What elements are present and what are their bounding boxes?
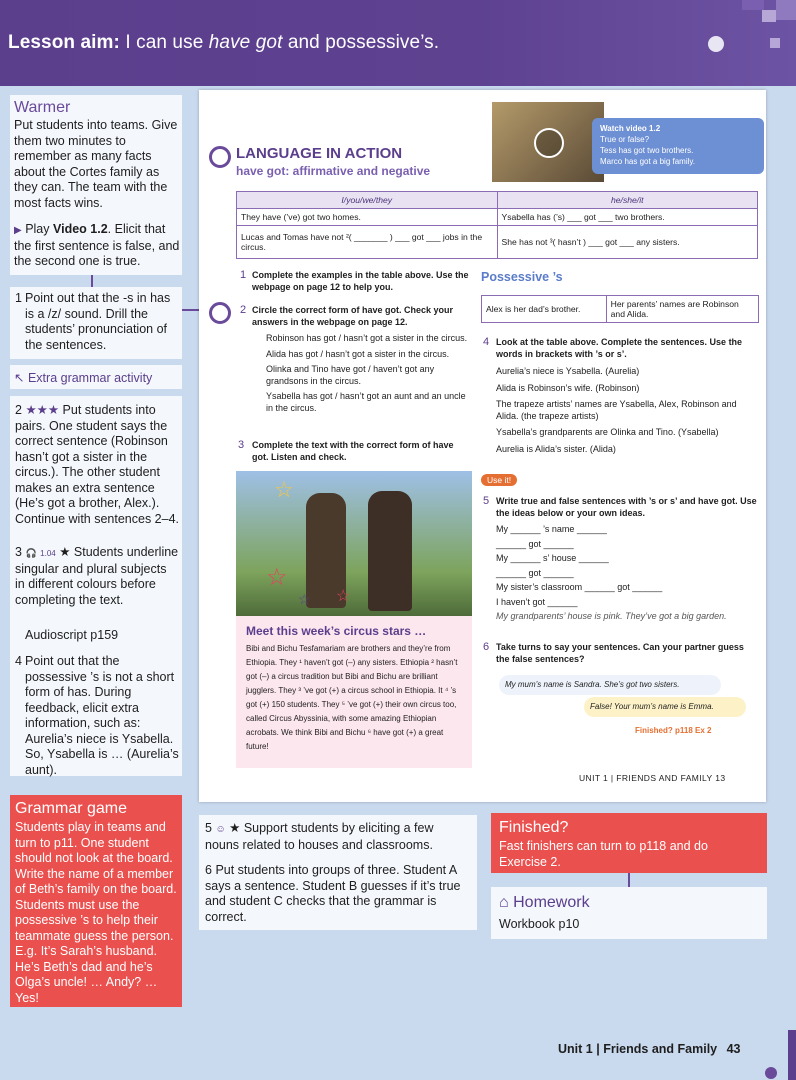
footer-separator: | [596, 1042, 600, 1056]
homework-body: Workbook p10 [499, 917, 580, 931]
possessive-table [481, 295, 759, 323]
homework-heading [499, 894, 590, 912]
exercise-1-text: Complete the examples in the table above. Use the webpage on page 12 to help you. [252, 270, 469, 292]
language-in-action-title: LANGUAGE IN ACTION [236, 145, 403, 162]
note3-number: 3 [15, 545, 22, 559]
circus-article-card [236, 471, 472, 768]
connector-line [628, 873, 630, 887]
aim-italic: have got [208, 32, 283, 53]
list-item: ______ got ______ [496, 538, 574, 549]
footer-bar [788, 1030, 796, 1080]
list-item: My sister’s classroom ______ got ______ [496, 582, 663, 592]
note2 [15, 403, 179, 527]
video-text-end: . Elicit that the first sentence is false, and the second one is true. [14, 222, 180, 268]
exercise-3: 3 Complete the text with the correct form of have got. Listen and check. [238, 439, 454, 462]
page-number: 43 [726, 1042, 741, 1056]
list-item: Alida is Robinson’s wife. (Robinson) [496, 382, 640, 393]
extra-grammar-label: Extra grammar activity [27, 371, 153, 385]
exercise-2: 2 Circle the correct form of have got. Check your answers in the webpage on page 12. [240, 304, 454, 327]
list-item: My grandparents’ house is pink. They’ve got a big garden. [496, 611, 727, 621]
connector-line [91, 275, 93, 287]
bottom-notes-panel [199, 815, 477, 930]
headphones-icon: 🎧 [25, 548, 37, 558]
decor-square [770, 38, 780, 48]
exercise-1: 1 Complete the examples in the table above. Use the webpage on page 12 to help you. [240, 269, 469, 292]
finished-body: Fast finishers can turn to p118 and do Exercise 2. [499, 839, 708, 869]
page-footer [558, 1042, 741, 1056]
audioscript-ref: Audioscript p159 [25, 628, 119, 642]
play-button-icon[interactable] [534, 128, 564, 158]
section-marker-icon [209, 146, 231, 168]
section-marker-icon [209, 302, 231, 324]
video-box-line: True or false? [600, 135, 650, 144]
warmer-panel [10, 95, 182, 275]
group-icon: ☺ [215, 824, 226, 835]
list-item: I haven’t got ______ [496, 596, 578, 607]
exercise-5-text: Write true and false sentences with ’s or s’ and have got. Use the ideas below or your own ideas. [496, 496, 757, 518]
decor-square [742, 0, 764, 10]
list-item: Ysabella’s grandparents are Olinka and Tino. (Ysabella) [496, 427, 719, 437]
star-icon: ☆ [274, 477, 294, 502]
note1-number: 1 [15, 291, 22, 305]
speech-bubble: My mum’s name is Sandra. She’s got two sisters. [499, 675, 721, 695]
lesson-aim [8, 32, 439, 54]
table-cell: Her parents’ names are Robinson and Alida. [606, 296, 758, 323]
star-icon: ☆ [298, 591, 311, 607]
list-item: Aurelia is Alida’s sister. (Alida) [496, 443, 616, 454]
notes-panel [10, 396, 182, 776]
list-item: Aurelia’s niece is Ysabella. (Aurelia) [496, 366, 640, 376]
table-cell: She has not ³( hasn’t ) ___ got ___ any sisters. [497, 226, 758, 259]
exercise-3-text: Complete the text with the correct form of have got. Listen and check. [252, 440, 454, 462]
note6-text: Put students into groups of three. Student A says a sentence. Student B guesses if it’s true and student C checks that the grammar is correct. [205, 863, 461, 924]
speech-bubble: False! Your mum’s name is Emma. [584, 697, 746, 717]
list-item: Olinka and Tino have got / haven’t got any grandsons in the circus. [266, 364, 435, 386]
star-icon: ☆ [266, 564, 288, 591]
extra-grammar-row[interactable] [14, 370, 152, 385]
table-cell: Ysabella has (’s) ___ got ___ two brothers. [497, 209, 758, 226]
video-thumbnail[interactable] [492, 102, 604, 182]
video-text: Play [25, 222, 53, 236]
student-page-footer: UNIT 1 | FRIENDS AND FAMILY 13 [579, 773, 726, 783]
note6 [205, 863, 471, 925]
footer-unit: Unit 1 [558, 1042, 593, 1056]
exercise-6: 6 Take turns to say your sentences. Can your partner guess the false sentences? [483, 641, 744, 664]
note2-number: 2 [15, 403, 22, 417]
note6-number: 6 [205, 863, 212, 877]
extra-grammar-panel [10, 365, 182, 389]
table-cell: They have (’ve) got two homes. [237, 209, 498, 226]
exercise-2-list [266, 333, 472, 414]
exercise-5-lines [496, 524, 758, 623]
possessive-title: Possessive ’s [481, 270, 563, 284]
grammar-game-title: Grammar game [15, 800, 128, 817]
aim-prefix: Lesson aim: [8, 32, 120, 53]
exercise-2-text: Circle the correct form of have got. Check your answers in the webpage on page 12. [252, 305, 454, 327]
house-icon: ⌂ [499, 894, 509, 911]
note5-text: ★ Support students by eliciting a few nouns related to houses and classrooms. [205, 821, 434, 852]
video-bold: Video 1.2 [52, 222, 108, 236]
note3-text: ★ Students underline singular and plural subjects in different colours before completing the text. [15, 545, 179, 607]
exercise-4-text: Look at the table above. Complete the sentences. Use the words in brackets with ’s or s’. [496, 337, 743, 359]
table-cell: Alex is her dad’s brother. [482, 296, 607, 323]
note4-text: Point out that the possessive ’s is not a short form of has. During feedback, elicit extra information, such as: Aurelia’s niece is Ysabella. So, Ysabella is … (Aurelia’s aunt). [25, 654, 179, 777]
exercise-4-list [496, 366, 758, 455]
grammar-game-body: Students play in teams and turn to p11. One student should not look at the board. Write the name of a member of Beth’s family on the board. Students must use the possessive ’s to help their teammate guess the person. E.g. It’s Sarah’s husband. He’s Beth’s dad and he’s Olga’s uncle! … Andy? … Yes! [15, 820, 177, 1005]
circus-photo [236, 471, 472, 616]
decor-dot [708, 36, 724, 52]
note2-text: Put students into pairs. One student says the correct sentence (Robinson hasn’t got a sister in the circus.). The other student makes an extra sentence (He’s got a brother, Alex.). Continue with sentences 2–4. [15, 403, 179, 526]
finished-panel [491, 813, 767, 873]
use-it-badge: Use it! [481, 474, 517, 486]
homework-title: Homework [513, 894, 590, 911]
play-icon: ▶ [14, 225, 22, 236]
list-item: Alida has got / hasn’t got a sister in the circus. [266, 348, 450, 359]
list-item: Robinson has got / hasn’t got a sister in the circus. [266, 333, 468, 343]
table-header: he/she/it [497, 192, 758, 209]
decor-square [776, 0, 796, 20]
lesson-header [0, 0, 796, 86]
star-icon: ☆ [336, 588, 351, 605]
finished-title: Finished? [499, 819, 569, 836]
aim-text: I can use [125, 32, 209, 53]
video-box-line: Marco has got a big family. [600, 157, 696, 166]
cursor-icon: ↖ [14, 371, 25, 385]
homework-panel [491, 887, 767, 939]
note5-number: 5 [205, 821, 212, 835]
decor-dot [765, 1067, 777, 1079]
grammar-table [236, 191, 758, 259]
warmer-body: Put students into teams. Give them two minutes to remember as many facts about the Cortes family as they can. The team with the most facts wins. [14, 118, 178, 210]
exercise-5: 5 Write true and false sentences with ’s or s’ and have got. Use the ideas below or your own ideas. [483, 495, 757, 518]
warmer-title: Warmer [14, 99, 71, 116]
note5 [205, 821, 471, 853]
video-box-line: Tess has got two brothers. [600, 146, 694, 155]
list-item: My ______ ’s name ______ [496, 524, 607, 534]
footer-title: Friends and Family [603, 1042, 718, 1056]
list-item: Ysabella has got / hasn’t got an aunt and an uncle in the circus. [266, 391, 466, 413]
list-item: My ______ s’ house ______ [496, 553, 609, 563]
finished-reference: Finished? p118 Ex 2 [635, 726, 712, 735]
list-item: ______ got ______ [496, 567, 574, 578]
exercise-6-text: Take turns to say your sentences. Can your partner guess the false sentences? [496, 642, 744, 664]
language-in-action-subtitle: have got: affirmative and negative [236, 164, 431, 178]
table-header: I/you/we/they [237, 192, 498, 209]
person-figure [368, 491, 412, 611]
table-cell: Lucas and Tomas have not ²( _______ ) ___ got ___ jobs in the circus. [237, 226, 498, 259]
decor-square [762, 10, 776, 22]
video-box-title: Watch video 1.2 [600, 124, 661, 133]
aim-text-end: and possessive’s. [282, 32, 440, 53]
note3 [15, 545, 179, 608]
student-book-page [199, 90, 766, 802]
warmer-video [14, 222, 180, 270]
list-item: The trapeze artists’ names are Ysabella, Alex, Robinson and Alida. (the trapeze artists) [496, 399, 737, 421]
exercise-4: 4 Look at the table above. Complete the sentences. Use the words in brackets with ’s or s’. [483, 336, 743, 359]
star-icons: ★★★ [25, 403, 60, 417]
grammar-game-panel [10, 795, 182, 1007]
track-number: 1.04 [40, 549, 56, 558]
article-title: Meet this week’s circus stars … [246, 624, 427, 638]
note1-panel [10, 287, 182, 359]
note4-number: 4 [15, 654, 22, 668]
article-text: Bibi and Bichu Tesfamariam are brothers and they’re from Ethiopia. They ¹ haven’t got (–) any sisters. Ethiopia ² hasn’t got (–) a circus tradition but Bibi and Bichu are brilliant jugglers. They ³ ’ve got (+) a circus school in Ethiopia. It ⁴ ’s got (+) 150 students. They ⁵ ’ve got (+) their own circus too, called Circus Abyssinia, with some amazing Ethiopian acrobats. We think Bibi and Bichu ⁶ have got (+) a great future! [246, 644, 458, 751]
note1-text: Point out that the -s in has is a /z/ sound. Drill the students’ pronunciation of the sentences. [25, 291, 171, 352]
video-box [592, 118, 764, 174]
